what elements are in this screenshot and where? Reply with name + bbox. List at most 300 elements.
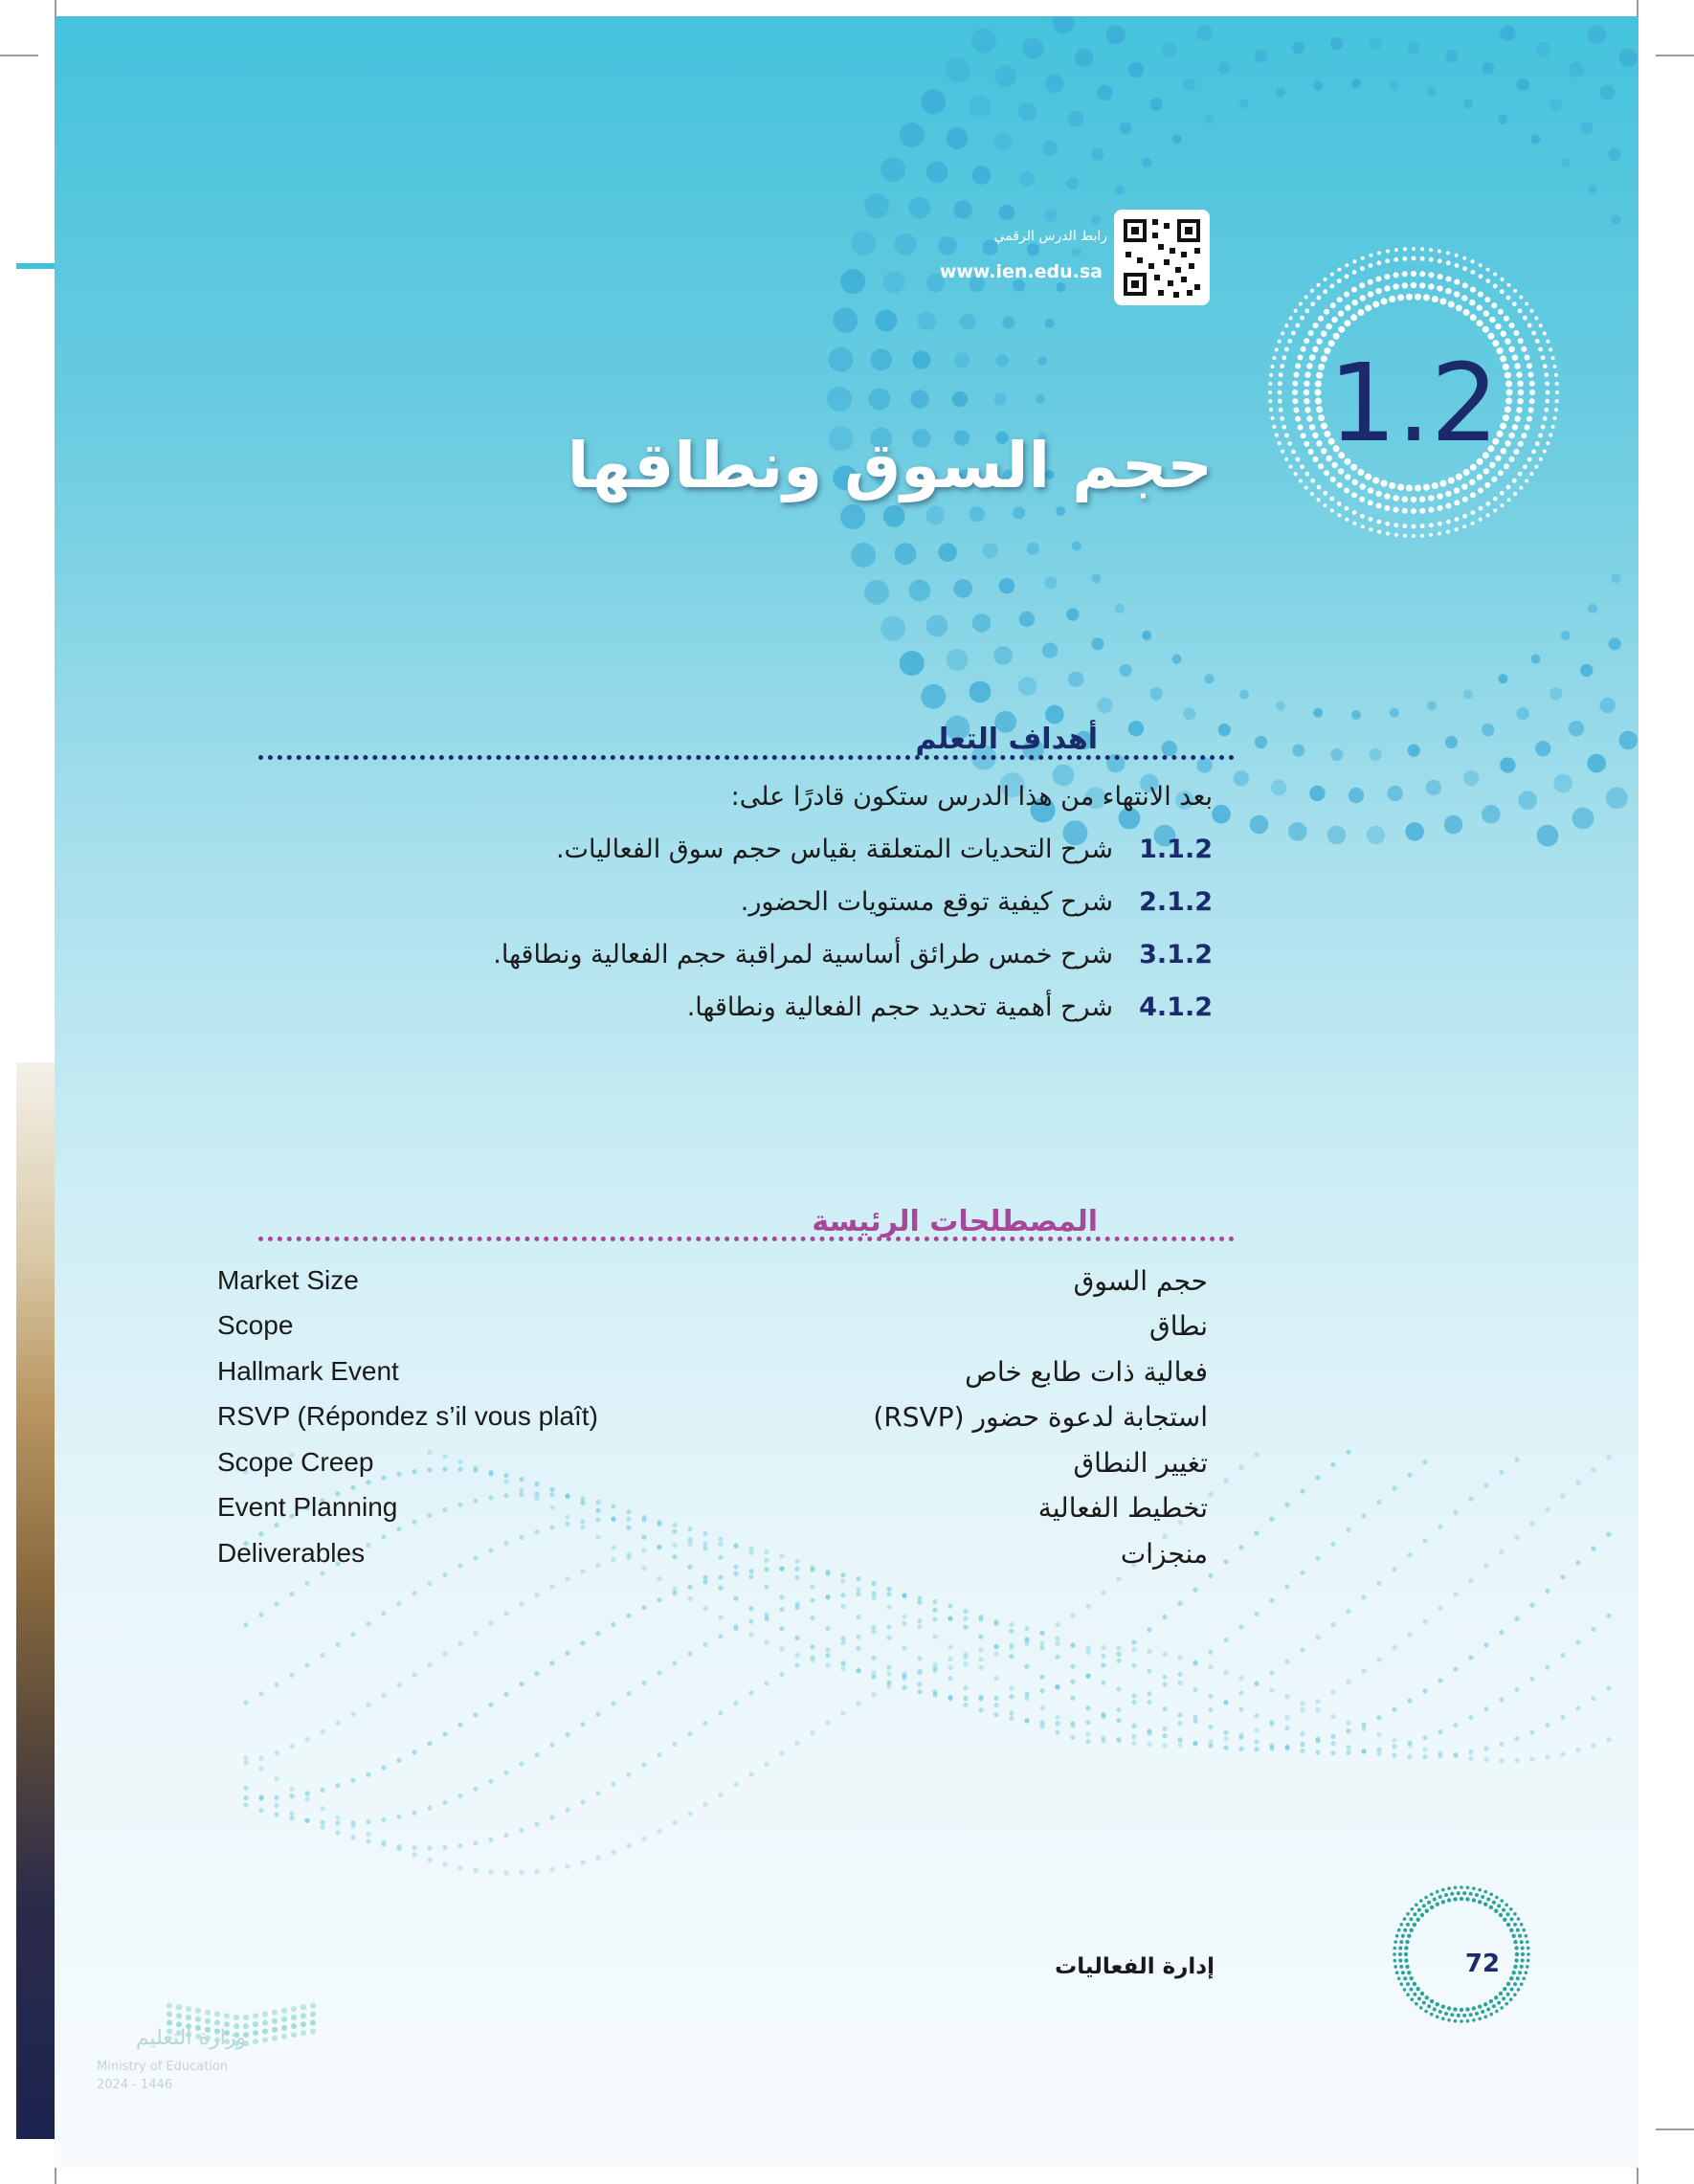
decor-dot <box>1437 493 1442 499</box>
decor-dot <box>1446 277 1452 282</box>
decor-dot <box>1361 1513 1366 1518</box>
decor-dot <box>1278 399 1282 404</box>
decor-dot <box>1357 309 1364 316</box>
decor-dot <box>1438 1606 1442 1611</box>
decor-dot <box>1587 26 1606 45</box>
decor-dot <box>1481 2010 1484 2014</box>
decor-dot <box>1455 254 1459 257</box>
decor-dot <box>1395 1971 1399 1974</box>
decor-dot <box>1299 302 1303 306</box>
decor-dot <box>503 1771 508 1775</box>
decor-dot <box>1009 1694 1014 1699</box>
decor-dot <box>1520 1982 1524 1986</box>
decor-dot <box>1427 88 1437 98</box>
decor-dot <box>243 1795 248 1800</box>
decor-dot <box>963 1696 968 1701</box>
decor-dot <box>917 1624 922 1629</box>
decor-dot <box>1376 520 1381 524</box>
decor-dot <box>1456 304 1462 311</box>
decor-dot <box>1368 500 1373 505</box>
decor-dot <box>1085 1731 1090 1736</box>
decor-dot <box>1075 49 1094 68</box>
decor-dot <box>1300 1742 1304 1747</box>
decor-dot <box>1091 637 1103 650</box>
decor-dot <box>1401 1934 1405 1938</box>
decor-dot <box>1276 88 1285 98</box>
decor-dot <box>1549 434 1552 437</box>
decor-dot <box>1350 314 1357 321</box>
decor-dot <box>1514 1535 1519 1540</box>
decor-dot <box>1441 2017 1445 2021</box>
decor-dot <box>1116 1652 1121 1657</box>
decor-dot <box>274 1795 279 1800</box>
decor-dot <box>381 1842 386 1847</box>
decor-dot <box>1493 273 1497 277</box>
decor-dot <box>1255 50 1267 62</box>
lesson-title: حجم السوق ونطاقها <box>567 429 1213 502</box>
decor-dot <box>687 1596 692 1601</box>
decor-dot <box>886 1625 891 1630</box>
decor-dot <box>304 1796 309 1801</box>
decor-dot <box>310 2012 316 2017</box>
decor-dot <box>902 1615 906 1619</box>
term-arabic: تخطيط الفعالية <box>1037 1492 1208 1524</box>
decor-dot <box>243 1755 248 1760</box>
decor-dot <box>1376 260 1381 265</box>
decor-dot <box>1503 1918 1506 1922</box>
decor-dot <box>1419 2006 1423 2010</box>
decor-dot <box>1398 1952 1402 1956</box>
term-english: RSVP (Répondez s’il vous plaît) <box>217 1401 598 1431</box>
decor-dot <box>1009 1710 1014 1715</box>
decor-dot <box>1428 283 1434 289</box>
decor-dot <box>1192 1715 1197 1720</box>
decor-dot <box>1483 1757 1488 1762</box>
decor-dot <box>1407 1740 1412 1745</box>
decor-dot <box>1223 1559 1228 1564</box>
decor-dot <box>1300 1571 1304 1575</box>
decor-dot <box>1268 399 1272 403</box>
decor-dot <box>1507 283 1511 287</box>
decor-dot <box>1546 441 1549 445</box>
decor-dot <box>810 1730 814 1735</box>
decor-dot <box>1300 1701 1304 1705</box>
decor-dot <box>304 1662 309 1667</box>
decor-dot <box>1555 399 1559 403</box>
decor-dot <box>1475 1893 1479 1897</box>
decor-dot <box>1422 1460 1427 1464</box>
decor-dot <box>1507 498 1511 501</box>
decor-dot <box>1254 1739 1259 1744</box>
decor-dot <box>1545 381 1549 386</box>
decor-dot <box>856 1587 860 1592</box>
decor-dot <box>1269 1598 1274 1603</box>
decor-dot <box>1278 390 1282 395</box>
decor-dot <box>1402 524 1407 528</box>
decor-dot <box>1352 259 1356 263</box>
decor-dot <box>1422 1735 1427 1740</box>
decor-dot <box>970 96 992 118</box>
decor-dot <box>1412 247 1415 251</box>
decor-dot <box>1070 1696 1075 1701</box>
decor-dot <box>993 1676 998 1681</box>
decor-dot <box>1416 1987 1420 1991</box>
decor-dot <box>1529 1757 1534 1762</box>
decor-dot <box>1239 690 1249 700</box>
decor-dot <box>534 1752 539 1757</box>
decor-dot <box>1162 1743 1167 1748</box>
decor-dot <box>1489 2013 1493 2017</box>
decor-dot <box>1428 495 1434 501</box>
decor-dot <box>1329 497 1334 501</box>
decor-dot <box>335 1816 340 1820</box>
objective-number: 2.1.2 <box>1139 887 1213 917</box>
decor-dot <box>1504 316 1509 322</box>
decor-dot <box>243 2015 249 2020</box>
decor-dot <box>1416 1918 1420 1922</box>
decor-dot <box>947 1665 952 1670</box>
decor-dot <box>1369 517 1373 522</box>
decor-dot <box>1483 1903 1487 1906</box>
decor-dot <box>281 2034 287 2039</box>
decor-dot <box>856 1669 860 1674</box>
decor-dot <box>1495 323 1501 329</box>
decor-dot <box>1281 450 1284 454</box>
decor-dot <box>1360 514 1365 519</box>
decor-dot <box>1349 788 1364 803</box>
decor-dot <box>1465 1897 1469 1901</box>
decor-dot <box>1535 42 1550 57</box>
decor-dot <box>883 271 905 293</box>
decor-dot <box>1477 304 1482 310</box>
decor-dot <box>1485 501 1490 506</box>
decor-dot <box>1609 148 1621 161</box>
decor-dot <box>1372 478 1379 484</box>
decor-dot <box>1406 1923 1410 1927</box>
decor-dot <box>1401 1971 1405 1974</box>
decor-dot <box>947 1676 952 1681</box>
decor-dot <box>1575 1640 1580 1645</box>
decor-dot <box>350 1712 355 1717</box>
decor-dot <box>1505 2002 1508 2006</box>
decor-dot <box>1491 477 1497 482</box>
decor-dot <box>1477 320 1483 326</box>
decor-dot <box>1393 257 1398 262</box>
decor-dot <box>1606 1737 1611 1742</box>
decor-dot <box>366 1621 370 1626</box>
decor-dot <box>1454 487 1460 493</box>
decor-dot <box>1323 491 1327 496</box>
decor-dot <box>1541 425 1546 430</box>
decor-dot <box>412 1811 416 1816</box>
decor-dot <box>1438 2010 1442 2014</box>
objective-text: شرح كيفية توقع مستويات الحضور. <box>740 887 1113 917</box>
decor-dot <box>1580 122 1593 134</box>
decor-dot <box>1606 1532 1611 1537</box>
decor-dot <box>1039 1645 1044 1650</box>
decor-dot <box>1300 1647 1304 1652</box>
decor-dot <box>1370 37 1382 50</box>
decor-dot <box>1537 825 1559 847</box>
decor-dot <box>909 197 931 219</box>
decor-dot <box>1120 122 1132 134</box>
decor-dot <box>926 615 948 637</box>
decor-dot <box>1147 1627 1151 1632</box>
decor-dot <box>1254 1530 1259 1535</box>
decor-dot <box>1116 1707 1121 1712</box>
decor-dot <box>473 1787 478 1792</box>
digital-lesson-url[interactable]: www.ien.edu.sa <box>939 261 1103 282</box>
decor-dot <box>1323 289 1327 294</box>
decor-dot <box>1131 1741 1136 1746</box>
decor-dot <box>994 65 1016 87</box>
decor-dot <box>1420 1913 1424 1917</box>
decor-dot <box>1376 1715 1381 1720</box>
decor-dot <box>1470 314 1477 321</box>
decor-dot <box>764 1762 769 1767</box>
decor-dot <box>1330 1689 1335 1694</box>
decor-dot <box>1510 1988 1514 1992</box>
decor-dot <box>1389 482 1395 489</box>
decor-dot <box>1461 483 1467 489</box>
decor-dot <box>1460 2019 1463 2023</box>
decor-dot <box>1479 263 1482 267</box>
decor-dot <box>289 1744 294 1749</box>
decor-dot <box>978 1707 983 1712</box>
decor-dot <box>1471 259 1475 263</box>
decor-dot <box>1360 295 1366 301</box>
decor-dot <box>1162 1615 1167 1619</box>
decor-dot <box>1238 1747 1243 1751</box>
decor-dot <box>1279 372 1283 377</box>
decor-dot <box>1131 1639 1136 1644</box>
decor-dot <box>304 1791 309 1795</box>
decor-dot <box>1085 1720 1090 1725</box>
decor-dot <box>1101 1591 1105 1595</box>
decor-dot <box>1429 533 1433 537</box>
decor-dot <box>396 1683 401 1687</box>
decor-dot <box>1463 99 1473 108</box>
decor-dot <box>488 1870 493 1875</box>
decor-dot <box>457 1865 462 1870</box>
decor-dot <box>1056 282 1065 292</box>
decor-dot <box>1372 301 1379 308</box>
decor-dot <box>1147 1669 1151 1674</box>
decor-dot <box>1405 1940 1409 1944</box>
decor-dot <box>1337 482 1343 488</box>
decor-dot <box>442 1732 447 1737</box>
term-english: Market Size <box>217 1265 359 1295</box>
qr-code[interactable] <box>1114 210 1210 305</box>
decor-dot <box>1453 1592 1458 1596</box>
decor-dot <box>1269 1670 1274 1675</box>
learning-objectives-heading: أهداف التعلم <box>915 723 1098 756</box>
decor-dot <box>1345 304 1350 310</box>
decor-dot <box>1506 1923 1510 1927</box>
decor-dot <box>473 1840 478 1845</box>
decor-dot <box>503 1870 508 1875</box>
decor-dot <box>549 1743 554 1748</box>
decor-dot <box>982 543 997 558</box>
decor-dot <box>932 1635 937 1639</box>
decor-dot <box>1492 2004 1496 2008</box>
decor-dot <box>1518 472 1523 477</box>
decor-dot <box>1481 1895 1484 1899</box>
decor-dot <box>595 1791 600 1795</box>
decor-dot <box>503 1611 508 1616</box>
decor-dot <box>1115 185 1125 194</box>
decor-dot <box>1539 457 1543 461</box>
decor-dot <box>733 1782 738 1787</box>
decor-dot <box>176 2004 182 2010</box>
decor-dot <box>1344 292 1349 298</box>
decor-dot <box>565 1651 569 1656</box>
decor-dot <box>978 1696 983 1701</box>
decor-dot <box>1484 482 1490 488</box>
crop-mark <box>0 55 38 56</box>
decor-dot <box>1456 474 1462 480</box>
decor-dot <box>1278 441 1282 445</box>
decor-dot <box>1472 1898 1476 1902</box>
decor-dot <box>1619 49 1638 68</box>
decor-dot <box>1561 631 1571 640</box>
decor-dot <box>1344 488 1349 494</box>
decor-dot <box>1131 1663 1136 1668</box>
decor-dot <box>1433 1898 1437 1902</box>
decor-dot <box>1162 1675 1167 1680</box>
decor-dot <box>1514 1687 1519 1692</box>
decor-dot <box>1453 2007 1457 2011</box>
decor-dot <box>779 1751 784 1756</box>
decor-dot <box>1018 102 1037 122</box>
decor-dot <box>1055 1622 1059 1627</box>
decor-dot <box>1471 510 1476 515</box>
decor-dot <box>1255 736 1267 748</box>
decor-dot <box>304 1737 309 1742</box>
decor-dot <box>381 1611 386 1616</box>
decor-dot <box>1534 316 1538 320</box>
decor-dot <box>1392 1738 1396 1743</box>
decor-dot <box>1413 1912 1416 1916</box>
decor-dot <box>641 1837 646 1841</box>
decor-dot <box>234 2015 239 2020</box>
decor-dot <box>1315 1738 1320 1743</box>
decor-dot <box>243 1700 248 1705</box>
decor-dot <box>1470 492 1476 498</box>
decor-dot <box>534 1593 539 1597</box>
decor-dot <box>1045 75 1064 94</box>
decor-dot <box>1545 1507 1549 1512</box>
decor-dot <box>1392 1707 1396 1712</box>
decor-dot <box>1238 1625 1243 1630</box>
decor-dot <box>1317 485 1322 490</box>
decor-dot <box>1472 2018 1476 2022</box>
decor-dot <box>918 312 937 331</box>
decor-dot <box>1410 1976 1414 1980</box>
decor-dot <box>243 1786 248 1791</box>
term-english: Scope Creep <box>217 1447 374 1477</box>
decor-dot <box>1330 37 1343 50</box>
decor-dot <box>978 1665 983 1670</box>
decor-dot <box>1438 250 1441 254</box>
decor-dot <box>733 1596 738 1601</box>
decor-dot <box>167 2012 172 2017</box>
decor-dot <box>1544 408 1549 412</box>
decor-dot <box>1454 500 1460 505</box>
decor-dot <box>289 1816 294 1820</box>
decor-dot <box>272 2018 278 2024</box>
decor-dot <box>871 1692 876 1697</box>
objectives-intro: بعد الانتهاء من هذا الدرس ستكون قادرًا على: <box>730 782 1213 812</box>
decor-dot <box>1150 99 1163 111</box>
decor-dot <box>580 1861 585 1865</box>
decor-dot <box>396 1815 401 1819</box>
decor-dot <box>1326 323 1331 329</box>
decor-dot <box>963 1661 968 1666</box>
decor-dot <box>1454 279 1460 285</box>
decor-dot <box>1393 507 1399 513</box>
decor-dot <box>1478 1888 1482 1892</box>
decor-dot <box>718 1616 723 1620</box>
decor-dot <box>1115 604 1125 613</box>
decor-dot <box>1351 710 1361 720</box>
decor-dot <box>953 200 972 219</box>
decor-dot <box>301 2004 306 2010</box>
decor-dot <box>214 2012 220 2017</box>
decor-dot <box>875 310 897 332</box>
term-english: Event Planning <box>217 1492 398 1522</box>
decor-dot <box>1282 425 1286 430</box>
decor-dot <box>963 1685 968 1690</box>
decor-dot <box>1543 416 1548 421</box>
decor-dot <box>1470 287 1476 293</box>
decor-dot <box>1085 1604 1090 1609</box>
decor-dot <box>1070 1679 1075 1683</box>
decor-dot <box>1269 1722 1274 1727</box>
decor-dot <box>1359 282 1365 288</box>
decor-dot <box>1469 479 1475 485</box>
decor-dot <box>864 193 889 218</box>
decor-dot <box>912 350 931 369</box>
decor-dot <box>779 1594 784 1599</box>
decor-dot <box>1223 1478 1228 1482</box>
decor-dot <box>1506 1912 1510 1916</box>
decor-dot <box>833 308 858 333</box>
decor-dot <box>1413 1923 1416 1927</box>
decor-dot <box>657 1671 661 1676</box>
decor-dot <box>840 269 865 294</box>
decor-dot <box>549 1660 554 1665</box>
decor-dot <box>1284 1660 1289 1664</box>
decor-dot <box>1569 721 1584 736</box>
decor-dot <box>1422 1747 1427 1751</box>
decor-dot <box>549 1867 554 1872</box>
decor-dot <box>289 1794 294 1798</box>
decor-dot <box>1403 1976 1407 1980</box>
decor-dot <box>1438 1895 1442 1899</box>
term-arabic: استجابة لدعوة حضور (RSVP) <box>873 1401 1208 1433</box>
decor-dot <box>1478 1900 1482 1904</box>
decor-dot <box>243 1761 248 1766</box>
decor-dot <box>1275 434 1279 437</box>
decor-dot <box>1315 1556 1320 1561</box>
decor-dot <box>1462 497 1468 502</box>
decor-dot <box>1101 1738 1105 1743</box>
decor-dot <box>1466 2019 1470 2023</box>
decor-dot <box>1091 215 1101 225</box>
decor-dot <box>1493 284 1498 289</box>
decor-dot <box>595 1712 600 1717</box>
